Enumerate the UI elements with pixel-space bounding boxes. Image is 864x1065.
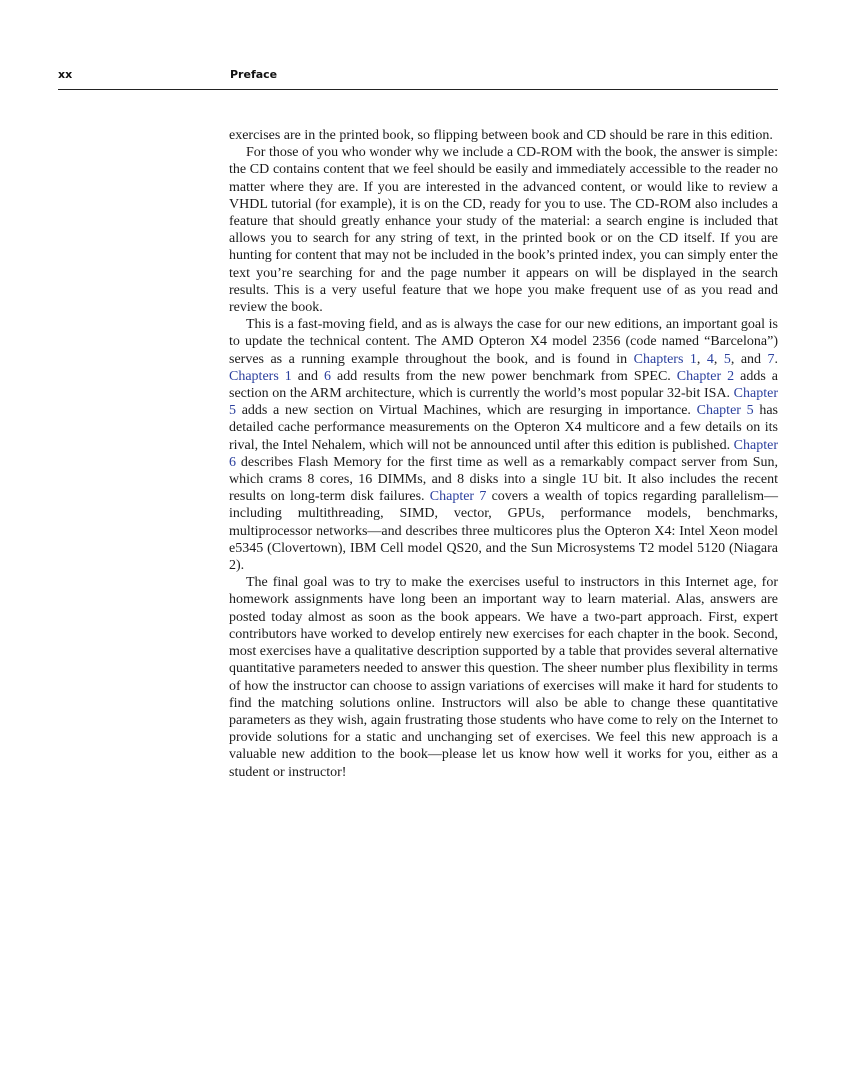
paragraph-text: add results from the new power benchmark from SPEC. <box>331 368 677 384</box>
paragraph-text: describes Flash Memory for the first time as well as a remarkably compact server from Sun, which crams 8 cores, 16 DIMMs, and 8 disks into a single 1U bit. It also includes the recent results on long-term disk failures. <box>229 454 778 505</box>
chapter-link[interactable]: Chapter 2 <box>676 368 735 384</box>
paragraph <box>229 316 778 574</box>
paragraph-text: , <box>713 351 724 367</box>
page-number: xx <box>58 68 73 81</box>
paragraph-text: adds a section on the ARM architecture, which is currently the world’s most popular 32-bit ISA. <box>229 368 779 402</box>
body-text <box>229 127 778 781</box>
chapter-link[interactable]: Chapter 7 <box>429 489 487 505</box>
running-head-title: Preface <box>230 68 278 81</box>
chapter-link[interactable]: 6 <box>324 368 331 384</box>
chapter-link[interactable]: 4 <box>706 351 714 367</box>
paragraph-text: The final goal was to try to make the exercises useful to instructors in this Internet age, for homework assignments have long been an important way to learn material. Alas, answers are posted today almost as soon as the book appears. We have a two-part approach. First, expert contributors have worked to develop entirely new exercises for each chapter in the book. Second, most exercises have a qualitative description supported by a table that provides several alternative quantitative parameters needed to answer this question. The sheer number plus flexibility in terms of how the instructor can choose to assign variations of exercises will make it hard for students to find the matching solutions online. Instructors will also be able to change these quantitative parameters as they wish, again frustrating those students who have come to rely on the Internet to provide solutions for a static and unchanging set of exercises. We feel this new approach is a valuable new addition to the book—please let us know how well it works for you, either as a student or instructor! <box>229 575 778 780</box>
paragraph <box>229 574 778 780</box>
chapter-link[interactable]: Chapter 6 <box>229 437 778 470</box>
chapter-link[interactable]: Chapters 1 <box>229 368 292 384</box>
paragraph-text: This is a fast-moving field, and as is always the case for our new editions, an important goal is to update the technical content. The AMD Opteron X4 model 2356 (code named “Barcelona”) serves as a running example throughout the book, and is found in <box>229 317 778 367</box>
paragraph-text: adds a new section on Virtual Machines, which are resurging in importance. <box>236 403 697 419</box>
chapter-link[interactable]: Chapter 5 <box>229 386 778 419</box>
paragraph <box>229 144 778 316</box>
paragraph-text: . <box>774 351 779 367</box>
paragraph-text: , and <box>730 351 768 367</box>
chapter-link[interactable]: Chapter 5 <box>696 403 754 419</box>
paragraph-text: , <box>696 351 707 367</box>
paragraph-text: and <box>291 368 324 384</box>
paragraph <box>229 127 778 144</box>
chapter-link[interactable]: Chapters 1 <box>633 351 697 367</box>
paragraph-text: has detailed cache performance measurements on the Opteron X4 multicore and a few details on its rival, the Intel Nehalem, which will not be announced until after this edition is published. <box>229 403 778 453</box>
paragraph-text: covers a wealth of topics regarding parallelism—including multithreading, SIMD, vector, GPUs, performance models, benchmarks, multiprocessor networks—and describes three multicores plus the Opteron X4: Intel Xeon model e5345 (Clovertown), IBM Cell model QS20, and the Sun Microsystems T2 model 5120 (Niagara 2). <box>229 489 779 574</box>
paragraph-text: For those of you who wonder why we include a CD-ROM with the book, the answer is simple: the CD contains content that we feel should be easily and immediately accessible to the reader no matter where they are. If you are interested in the advanced content, or would like to review a VHDL tutorial (for example), it is on the CD, ready for you to use. The CD-ROM also includes a feature that should greatly enhance your study of the material: a search engine is included that allows you to search for any string of text, in the printed book or on the CD itself. If you are hunting for content that may not be included in the book’s printed index, you can simply enter the text you’re searching for and the page number it appears on will be displayed in the search results. This is a very useful feature that we hope you make frequent use of as you read and review the book. <box>229 145 778 316</box>
chapter-link[interactable]: 7 <box>767 351 775 367</box>
chapter-link[interactable]: 5 <box>723 351 731 367</box>
paragraph-text: exercises are in the printed book, so flipping between book and CD should be rare in this edition. <box>229 128 773 143</box>
header-rule <box>58 89 778 90</box>
